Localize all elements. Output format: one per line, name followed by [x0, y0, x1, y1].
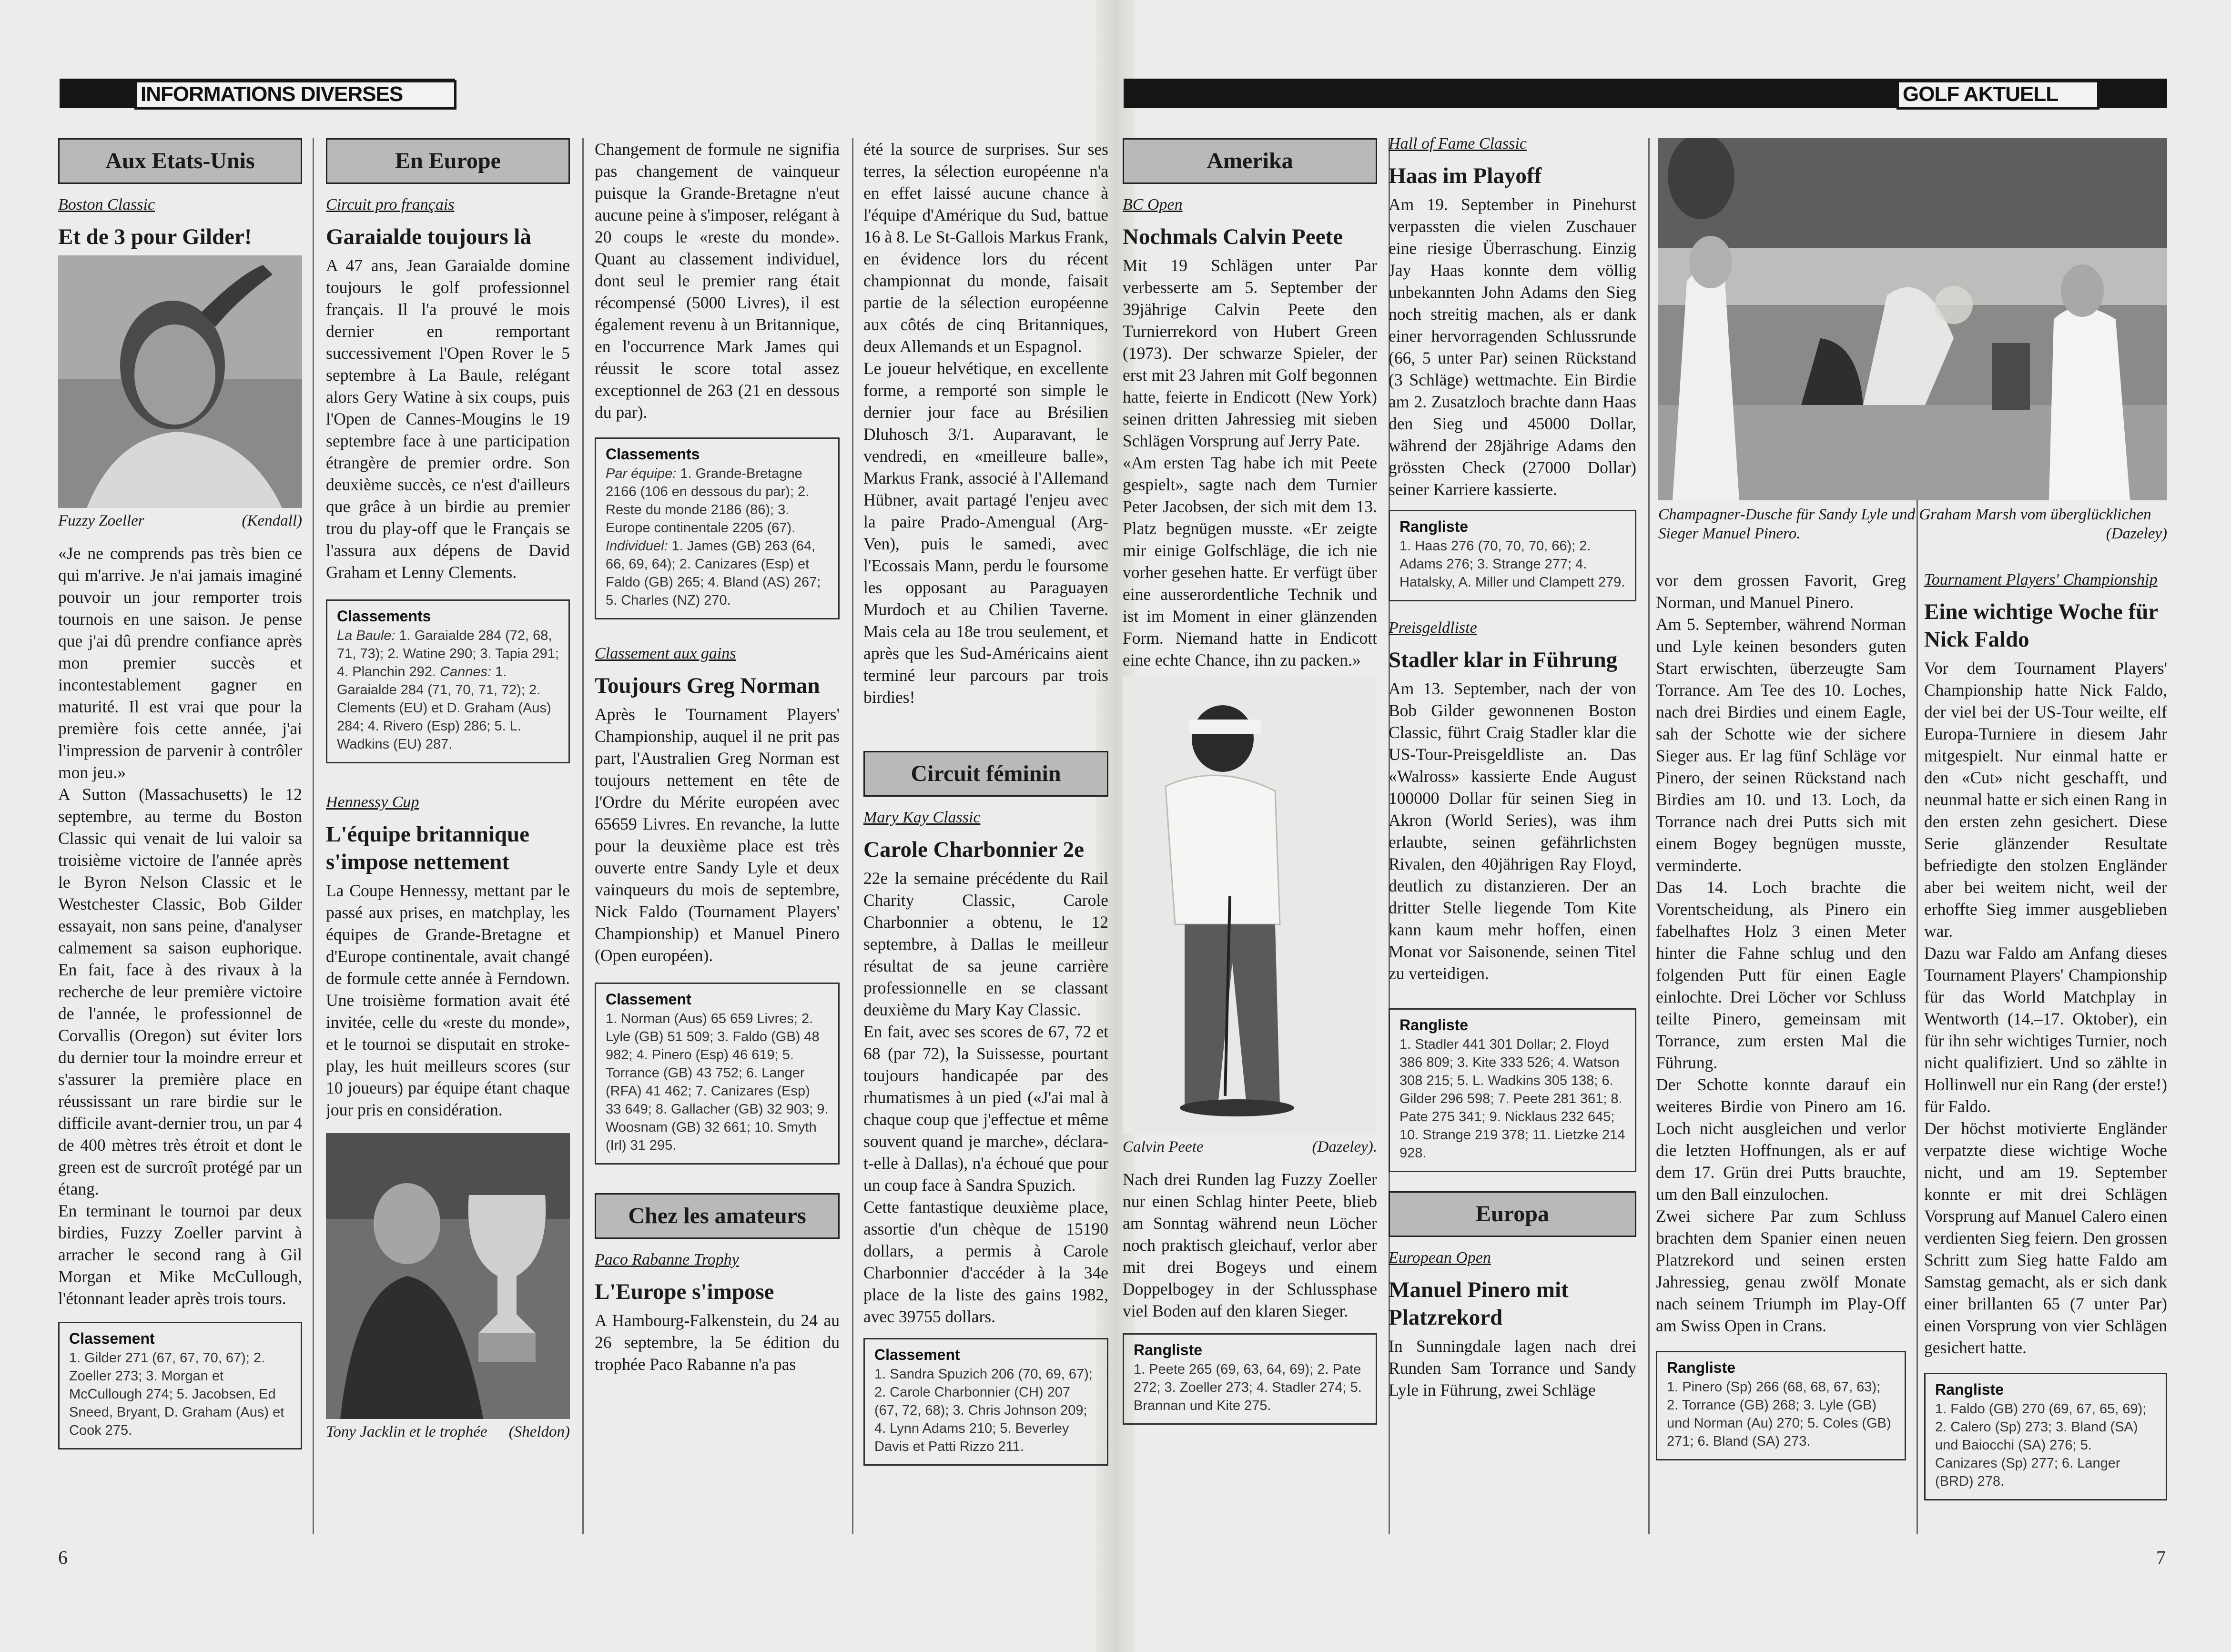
article-body: Nach drei Runden lag Fuzzy Zoeller nur einen Schlag hinter Peete, blieb am Sonntag während neun Löcher noch praktisch gleichauf, verlor aber mit drei Bogeys und einem Doppelbogey in der Schlussphase viel Boden auf den klaren Sieger. [1123, 1170, 1377, 1320]
headline: L'Europe s'impose [595, 1279, 774, 1304]
photo-fuzzy-zoeller [58, 255, 302, 508]
results-title: Classement [606, 991, 691, 1008]
results-title: Rangliste [1134, 1341, 1203, 1358]
article-body: vor dem grossen Favorit, Greg Norman, und Manuel Pinero. [1656, 571, 1906, 612]
results-text: 1. Pinero (Sp) 266 (68, 68, 67, 63); 2. Torrance (GB) 268; 3. Lyle (GB) und Norman (Au) 270; 5. Coles (GB) 271; 6. Bland (SA) 273. [1667, 1379, 1891, 1449]
article-body: Am 13. September, nach der von Bob Gilder gewonnenen Boston Classic, führt Craig Stadler klar die US-Tour-Preisgeldliste an. Das «Walross» kassierte Ende August 100000 Dollar für seinen Sieg in Akron (World Series), was ihm erlaubte, seinen gefährlichsten Rivalen, den 40jährigen Ray Floyd, deutlich zu distanzieren. Der an dritter Stelle liegende Tom Kite kann kaum mehr hoffen, einen Monat vor Saisonende, seinen Titel zu verteidigen. [1389, 679, 1636, 983]
results-text: Par équipe: 1. Grande-Bretagne 2166 (106 en dessous du par); 2. Reste du monde 2186 (86); 3. Europe continentale 2205 (67). Individuel: 1. James (GB) 263 (64, 66, 69, 64); 2. Canizares (Esp) et Faldo (GB) 265; 4. Bland (AS) 267; 5. Charles (NZ) 270. [606, 466, 821, 608]
headline: Toujours Greg Norman [595, 673, 820, 698]
section-header: Amerika [1123, 138, 1377, 184]
photo-caption: Fuzzy Zoeller (Kendall) [58, 512, 302, 529]
column-2 [326, 138, 570, 1534]
results-title: Classement [874, 1346, 960, 1363]
results-text: 1. Faldo (GB) 270 (69, 67, 65, 69); 2. Calero (Sp) 273; 3. Bland (SA) und Baiocchi (SA) 276; 5. Canizares (Sp) 277; 6. Langer (BRD) 278. [1935, 1401, 2147, 1489]
header-label-left: INFORMATIONS DIVERSES [134, 80, 456, 110]
article-body: Changement de formule ne signifia pas changement de vainqueur puisque la Grande-Bretagne n'eut aucune peine à s'imposer, relégant à 20 coups le «reste du monde». Quant au classement individuel, dont seul le premier rang était récompensé (5000 Livres), il est également revenu à un Britannique, en l'occurrence Mark James qui réussit le score total assez exceptionnel de 263 (21 en dessous du par). [595, 140, 840, 422]
section-header: Circuit féminin [863, 751, 1108, 797]
article-body: «Je ne comprends pas très bien ce qui m'arrive. Je n'ai jamais imaginé pouvoir un jour remporter trois tournois en une saison. Je pense que j'ai dû prendre confiance après mon premier succès et incontestablement gagner en maturité. Il est vrai que pour la première fois cette année, j'ai l'impression de parvenir à contrôler mon jeu.» [58, 544, 302, 782]
headline: Eine wichtige Woche für Nick Faldo [1924, 599, 2158, 652]
column-8 [1924, 569, 2167, 1534]
headline: Stadler klar in Führung [1389, 648, 1618, 672]
results-box [1389, 1008, 1636, 1172]
article-body: Der höchst motivierte Engländer verpatzte diese wichtige Woche nicht, und am 19. September konnte er mit drei Schlägen Vorsprung auf Manuel Calero einen verdienten Sieg feiern. Den grossen Schritt zum Sieg hatte Faldo am Samstag gemacht, als er sich dank einer brillanten 65 (7 unter Par) einen Vorsprung von vier Schlägen gesichert hatte. [1924, 1119, 2167, 1357]
article-body: «Am ersten Tag habe ich mit Peete gespielt», sagte nach dem Turnier Peter Jacobsen, der sich mit dem 13. Platz begnügen musste. «Er zeigte mir einige Golfschläge, die ich nie vorher gesehen hatte. Er verfügt über eine ausserordentliche Technik und ist im Moment in einer glänzenden Form. Niemand hatte in Endicott eine echte Chance, ihn zu packen.» [1123, 453, 1377, 669]
section-header: En Europe [326, 138, 570, 184]
results-title: Rangliste [1399, 518, 1469, 535]
results-box [1656, 1351, 1906, 1460]
article-body: Dazu war Faldo am Anfang dieses Tournament Players' Championship für das World Matchplay in Wentworth (14.–17. Oktober), ein für ihn sehr wichtiges Turnier, noch nicht qualifiziert. Und so zählte in Hollinwell nur ein Rang (der erste!) für Faldo. [1924, 943, 2167, 1116]
photo-calvin-peete [1123, 677, 1377, 1134]
article-body: Après le Tournament Players' Championship, auquel il ne prit pas part, l'Australien Greg Norman est toujours nettement en tête de l'Ordre du Mérite européen avec 65659 Livres. En revanche, la lutte pour la deuxième place est très ouverte entre Sandy Lyle et deux vainqueurs du mois de septembre, Nick Faldo (Tournament Players' Championship) et Manuel Pinero (Open européen). [595, 705, 840, 965]
column-rule [852, 138, 853, 1534]
column-3 [595, 138, 840, 1534]
putting-golfer-icon [1123, 677, 1377, 1134]
results-box [1924, 1373, 2167, 1500]
headline: Nochmals Calvin Peete [1123, 224, 1343, 249]
results-box [1389, 510, 1636, 601]
article-body: Vor dem Tournament Players' Championship hatte Nick Faldo, der viel bei der US-Tour weilte, elf Europa-Turniere in diesem Jahr mitgespielt. Nur einmal hatte er den «Cut» nicht geschafft, und neunmal hatte er sich einen Rang in den ersten zehn gesichert. Diese Serie glänzender Resultate befriedigte den stolzen Engländer aber bei weitem nicht, weil der erhoffte Sieg immer ausgeblieben war. [1924, 659, 2167, 941]
article-body: Cette fantastique deuxième place, assortie d'un chèque de 15190 dollars, a permis à Carole Charbonnier d'accéder à la 34e place de la liste des gains 1982, avec 39755 dollars. [863, 1197, 1108, 1326]
headline: Haas im Playoff [1389, 163, 1542, 188]
kicker: Boston Classic [58, 196, 155, 213]
photo-champagne-shower [1658, 138, 2167, 500]
article-body: Das 14. Loch brachte die Vorentscheidung, als Pinero ein fabelhaftes Holz 3 einen Meter hinter die Fahne schlug und den folgenden Putt für einen Eagle einlochte. Drei Löcher vor Schluss teilte Pinero, gemeinsam mit Torrance, zum ersten Mal die Führung. [1656, 878, 1906, 1072]
column-1 [58, 138, 302, 1534]
kicker: Hennessy Cup [326, 793, 419, 811]
results-title: Rangliste [1667, 1359, 1736, 1376]
results-text: 1. Sandra Spuzich 206 (70, 69, 67); 2. Carole Charbonnier (CH) 207 (67, 72, 68); 3. Chris Johnson 209; 4. Lynn Adams 210; 5. Beverley Davis et Patti Rizzo 211. [874, 1367, 1093, 1454]
section-header: Aux Etats-Unis [58, 138, 302, 184]
article-body: Am 5. September, während Norman und Lyle keinen besonders guten Start erwischten, überzeugte Sam Torrance. Am Tee des 10. Loches, nach drei Birdies und einem Eagle, sah der Schotte wie der sichere Sieger aus. Er lag fünf Schläge vor Pinero, der seinen Rückstand nach Birdies am 10. und 13. Loch, da Torrance nach drei Putts sich mit einem Bogey begnügen musste, verminderte. [1656, 615, 1906, 875]
trophy-photo-icon [326, 1133, 570, 1419]
kicker: Classement aux gains [595, 645, 736, 662]
article-body: Am 19. September in Pinehurst verpassten die vielen Zuschauer eine riesige Überraschung. Einzig Jay Haas konnte dem völlig unbekannten John Adams den Sieg noch streitig machen, als er dank einer hervorragenden Schlussrunde (66, 5 unter Par) seinen Rückstand (3 Schläge) wettmachte. Ein Birdie am 2. Zusatzloch brachte dann Haas den Sieg und 45000 Dollar, während der 28jährige Adams den grössten Check (27000 Dollar) seiner Karriere kassierte. [1389, 195, 1636, 499]
results-box [863, 1338, 1108, 1466]
section-header: Chez les amateurs [595, 1193, 840, 1239]
article-body: Zwei sichere Par zum Schluss brachten dem Spanier einen neuen Platzrekord und seinen ersten Jahressieg, genau zwölf Monate nach seinem Triumph im Play-Off am Swiss Open in Crans. [1656, 1206, 1906, 1335]
results-title: Classements [606, 446, 700, 463]
kicker: Tournament Players' Championship [1924, 571, 2158, 588]
header-label-right: GOLF AKTUELL [1896, 80, 2099, 110]
results-text: 1. Peete 265 (69, 63, 64, 69); 2. Pate 272; 3. Zoeller 273; 4. Stadler 274; 5. Brannan und Kite 275. [1134, 1362, 1362, 1413]
headline: Et de 3 pour Gilder! [58, 224, 252, 249]
article-body: A 47 ans, Jean Garaialde domine toujours le golf professionnel français. Il l'a prouvé le mois dernier en remportant successivement l'Open Rover le 5 septembre à La Baule, relégant alors Gery Watine à six coups, puis l'Open de Cannes-Mougins le 19 septembre face à une participation étrangère de premier ordre. Son deuxième succès, ce n'est d'ailleurs que grâce à un birdie au premier trou du play-off que le Français se l'assura aux dépens de David Graham et Lenny Clements. [326, 256, 570, 582]
headline: Garaialde toujours là [326, 224, 531, 249]
kicker: Paco Rabanne Trophy [595, 1251, 739, 1268]
page-number-right: 7 [2156, 1547, 2166, 1568]
page-number-left: 6 [58, 1547, 68, 1568]
results-title: Rangliste [1399, 1016, 1469, 1034]
article-body: A Sutton (Massachusetts) le 12 septembre, au terme du Boston Classic qui venait de lui valoir sa troisième victoire de l'année après le Byron Nelson Classic et le Westchester Classic, Bob Gilder essayait, non sans peine, d'analyser calmement sa saison euphorique. En fait, face à des rivaux à la recherche de leur première victoire de l'année, le professionnel de Corvallis (Oregon) sut éviter lors du dernier tour la moindre erreur et s'assurer la première place en réussissant un rare birdie sur le difficile avant-dernier trou, un par 4 de 400 mètres très étroit et dont le green est de surcroît protégé par un étang. [58, 785, 302, 1198]
kicker: BC Open [1123, 196, 1183, 213]
photo-caption: Tony Jacklin et le trophée (Sheldon) [326, 1423, 570, 1440]
results-title: Rangliste [1935, 1381, 2004, 1398]
photo-caption: Calvin Peete (Dazeley). [1123, 1138, 1377, 1155]
results-text: 1. Norman (Aus) 65 659 Livres; 2. Lyle (GB) 51 509; 3. Faldo (GB) 48 982; 4. Pinero (Esp) 46 619; 5. Torrance (GB) 43 752; 6. Langer (RFA) 41 462; 7. Canizares (Esp) 33 649; 8. Gallacher (GB) 32 903; 9. Woosnam (GB) 32 661; 10. Smyth (Irl) 31 295. [606, 1011, 829, 1153]
golfer-portrait-icon [58, 255, 302, 508]
column-7 [1656, 569, 1906, 1534]
results-text: 1. Stadler 441 301 Dollar; 2. Floyd 386 809; 3. Kite 333 526; 4. Watson 308 215; 5. L. Wadkins 305 138; 6. Gilder 296 598; 7. Peete 281 361; 8. Pate 275 341; 9. Nicklaus 232 645; 10. Strange 219 378; 11. Lietzke 214 928. [1399, 1037, 1625, 1161]
photo-tony-jacklin [326, 1133, 570, 1419]
section-header: Europa [1389, 1191, 1636, 1237]
kicker: Circuit pro français [326, 196, 455, 213]
article-body: En fait, avec ses scores de 67, 72 et 68 (par 72), la Suissesse, pourtant toujours handicapée par des rhumatismes à un pied («J'ai mal à chaque coup que j'effectue et même souvent quand je marche», déclara-t-elle à Dallas), n'a échoué que pour un coup face à Sandra Spuzich. [863, 1022, 1108, 1195]
article-body: été la source de surprises. Sur ses terres, la sélection européenne n'a en effet laissé aucune chance à l'équipe d'Amérique du Sud, battue 16 à 8. Le St-Gallois Markus Frank, en évidence lors du récent championnat du monde, faisait partie de la sélection européenne aux côtés de cinq Britanniques, deux Allemands et un Espagnol. [863, 140, 1108, 356]
results-title: Classements [337, 608, 431, 625]
results-box [326, 599, 570, 763]
results-box [595, 983, 840, 1165]
column-rule [313, 138, 314, 1534]
results-box [595, 437, 840, 619]
column-4 [863, 138, 1108, 1534]
photo-caption-wide: Champagner-Dusche für Sandy Lyle und Graham Marsh vom überglücklichen Sieger Manuel Pinero. (Dazeley) [1658, 506, 2167, 542]
results-box [58, 1322, 302, 1449]
article-body: Mit 19 Schlägen unter Par verbesserte am 5. September der 39jährige Calvin Peete den Turnierrekord von Hubert Green (1973). Der schwarze Spieler, der erst mit 23 Jahren mit Golf begonnen hatte, feierte in Endicott (New York) seinen dritten Jahressieg mit sieben Schlägen Vorsprung auf Jerry Pate. [1123, 256, 1377, 450]
headline: Carole Charbonnier 2e [863, 837, 1085, 862]
column-rule [582, 138, 584, 1534]
article-body: Der Schotte konnte darauf ein weiteres Birdie von Pinero am 16. Loch nicht ausgleichen und verlor die letzten Hoffnungen, als er auf dem 17. Grün drei Putts brauchte, um den Ball einzulochen. [1656, 1075, 1906, 1204]
article-body: La Coupe Hennessy, mettant par le passé aux prises, en matchplay, les équipes de Grande-Bretagne et d'Europe continentale, avait changé de formule cette année à Ferndown. Une troisième formation avait été invitée, celle du «reste du monde», et le tournoi se disputait en stroke-play, les huit meilleurs scores (sur 10 joueurs) par équipe étant chaque jour pris en considération. [326, 881, 570, 1119]
kicker: Mary Kay Classic [863, 809, 981, 826]
article-body: En terminant le tournoi par deux birdies, Fuzzy Zoeller parvint à arracher le second rang à Gil Morgan et Mike McCullough, l'étonnant leader après trois tours. [58, 1201, 302, 1308]
article-body: Le joueur helvétique, en excellente forme, a remporté son simple le dernier jour face au Brésilien Dluhosch 3/1. Auparavant, le vendredi, en «meilleure balle», Markus Frank, associé à l'Allemand Hübner, avait partagé l'enjeu avec la paire Prado-Amengual (Arg-Ven), puis le samedi, avec l'Ecossais Mann, perdu le foursome les opposant au Paraguayen Murdoch et au Chilien Taverne. Mais cela au 18e trou seulement, et après que les Sud-Américains aient terminé leur parcours par trois birdies! [863, 359, 1108, 707]
results-text: 1. Haas 276 (70, 70, 70, 66); 2. Adams 276; 3. Strange 277; 4. Hatalsky, A. Miller und Clampett 279. [1399, 538, 1625, 590]
headline: L'équipe britannique s'impose nettement [326, 822, 530, 874]
results-box [1123, 1333, 1377, 1425]
kicker: Hall of Fame Classic [1389, 135, 1527, 152]
results-text: 1. Gilder 271 (67, 67, 70, 67); 2. Zoeller 273; 3. Morgan et McCullough 274; 5. Jacobsen, Ed Sneed, Bryant, D. Graham (Aus) et Cook 275. [69, 1350, 284, 1438]
column-6 [1389, 133, 1636, 1530]
crowd-celebration-icon [1658, 138, 2167, 500]
kicker: Preisgeldliste [1389, 619, 1477, 637]
headline: Manuel Pinero mit Platzrekord [1389, 1277, 1569, 1330]
column-rule [1648, 138, 1650, 1534]
column-5 [1123, 138, 1377, 1534]
article-body: In Sunningdale lagen nach drei Runden Sam Torrance und Sandy Lyle in Führung, zwei Schläge [1389, 1337, 1636, 1399]
kicker: European Open [1389, 1249, 1491, 1267]
results-text: La Baule: 1. Garaialde 284 (72, 68, 71, 73); 2. Watine 290; 3. Tapia 291; 4. Planchin 292. Cannes: 1. Garaialde 284 (71, 70, 71, 72); 2. Clements (EU) et D. Graham (Aus) 284; 4. Rivero (Esp) 286; 5. L. Wadkins (EU) 287. [337, 628, 559, 752]
article-body: 22e la semaine précédente du Rail Charity Classic, Carole Charbonnier a obtenu, le 12 septembre, à Dallas le meilleur résultat de sa jeune carrière professionnelle en se classant deuxième du Mary Kay Classic. [863, 869, 1108, 1019]
results-title: Classement [69, 1330, 155, 1347]
article-body: A Hambourg-Falkenstein, du 24 au 26 septembre, la 5e édition du trophée Paco Rabanne n'a pas [595, 1311, 840, 1374]
